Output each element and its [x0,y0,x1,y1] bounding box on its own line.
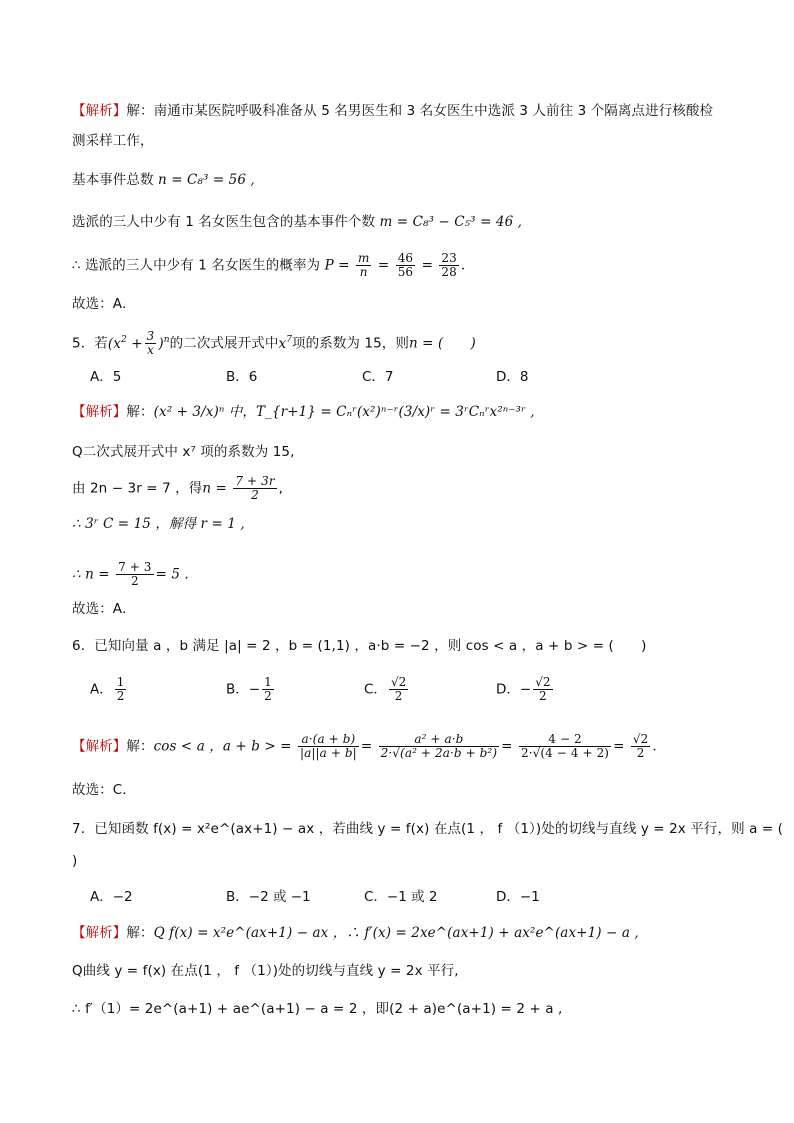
q6-options [90,676,690,706]
option-d[interactable]: D．8 [496,369,529,385]
q5-solution-line-5: ∴ n = $\frac{7 + 3}{2}$ = 5 . [72,560,189,588]
option-a[interactable]: A．5 [90,369,122,385]
fraction: $\frac{m}{n}$ [357,251,370,279]
fraction: $\frac{46}{56}$ [397,251,414,279]
q7-solution-line-3: ∴ f′（1）= 2e^(a+1) + ae^(a+1) − a = 2 ，即(2 + a)e^(a+1) = 2 + a , [72,1001,563,1017]
fraction: $\frac{23}{28}$ [441,251,457,279]
option-a[interactable]: A． $\frac{1}{2}$ [90,675,125,703]
q5-solution-line-2: Q二次式展开式中 x⁷ 项的系数为 15, [72,444,295,460]
q6-solution: 【解析】解：cos < a ，a + b > = $\frac{a\cdot(a + b)}{|a||a + b|}$ = $\frac{\text{a² + a·b}}{\text{2·√(a² + 2a·b + b²)}}$ = $\frac{4 - 2}{2\cdot√(4 - 4 + 2)}$ = $\frac{√2}{2}$ . [72,732,657,760]
q5-options [90,368,690,386]
option-b[interactable]: B．−2 或 −1 [226,889,311,905]
favorable-events-line: 选派的三人中少有 1 名女医生包含的基本事件个数 m = C₈³ − C₅³ = 46 , [72,214,523,230]
question-7-line-1: 7．已知函数 f(x) = x²e^(ax+1) − ax ，若曲线 y = f(x) 在点(1 ， f （1）)处的切线与直线 y = 2x 平行，则 a = ( [72,821,784,837]
analysis-line-1: 【解析】解：南通市某医院呼吸科准备从 5 名男医生和 3 名女医生中选派 3 人前往 3 个隔离点进行核酸检 [72,103,714,119]
total-events-line: 基本事件总数 n = C₈³ = 56 , [72,172,255,188]
option-b[interactable]: B．− $\frac{1}{2}$ [226,675,272,703]
answer-line: 故选：A． [72,296,136,312]
option-c[interactable]: C． $\frac{√2}{2}$ [364,675,407,703]
q7-solution-line-2: Q曲线 y = f(x) 在点(1 ， f （1）)处的切线与直线 y = 2x 平行, [72,963,459,979]
option-d[interactable]: D．− $\frac{√2}{2}$ [496,675,551,703]
answer-line: 故选：C． [72,782,136,798]
option-c[interactable]: C．−1 或 2 [364,889,438,905]
q7-solution-line-1: 【解析】解：Q f(x) = x²e^(ax+1) − ax ，∴ f′(x) = 2xe^(ax+1) + ax²e^(ax+1) − a , [72,925,639,941]
option-b[interactable]: B．6 [226,369,258,385]
q7-options [90,888,690,906]
question-6: 6．已知向量 a ，b 满足 |a| = 2 ，b = (1,1) ，a·b = −2 ，则 cos < a ，a + b > = ( ) [72,638,647,654]
question-5: 5．若($x^2$ + $\frac{3}{x}$ )$^n$的二次式展开式中$x^7$项的系数为 15，则n = ( ) [72,329,476,357]
q5-solution-line-3: 由 2n − 3r = 7 ，得n = $\frac{7 + 3r}{2}$ , [72,474,284,502]
analysis-tag: 【解析】 [72,103,127,119]
probability-line: ∴ 选派的三人中少有 1 名女医生的概率为 P = $\frac{m}{n}$ = $\frac{46}{56}$ = $\frac{23}{28}$ . [72,251,466,279]
option-a[interactable]: A．−2 [90,889,133,905]
question-7-line-2: ) [72,853,78,869]
q5-solution-line-4: ∴ 3ʳ C = 15 ，解得 r = 1 , [72,516,245,532]
answer-line: 故选：A． [72,601,136,617]
q5-solution-line-1: 【解析】解：(x² + 3/x)ⁿ 中，T_{r+1} = Cₙʳ(x²)ⁿ⁻ʳ(3/x)ʳ = 3ʳCₙʳx²ⁿ⁻³ʳ , [72,404,535,420]
option-c[interactable]: C．7 [362,369,394,385]
analysis-line-2: 测采样工作， [72,133,154,149]
solution-prefix: 解： [126,103,154,119]
option-d[interactable]: D．−1 [496,889,540,905]
